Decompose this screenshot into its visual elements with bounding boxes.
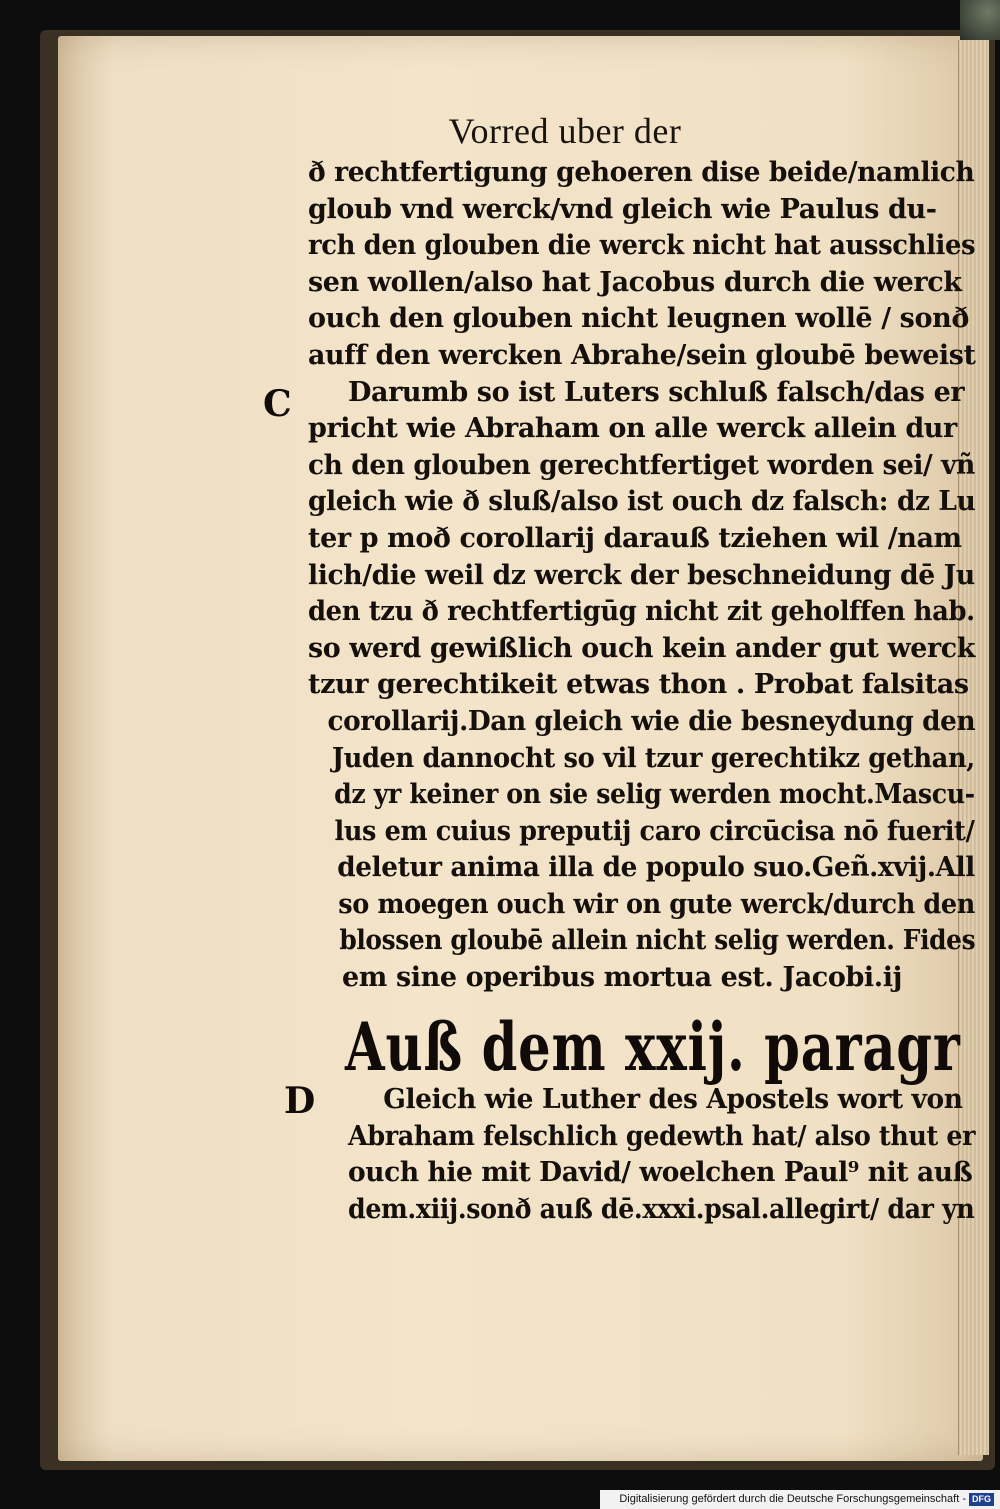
text-line: den tzu ð rechtfertigūg nicht zit geholffen hab. [308,596,975,628]
text-line: rch den glouben die werck nicht hat ausschlies [308,230,976,262]
section-heading: Auß dem xxij. paragr [345,1008,961,1086]
text-line: sen wollen/also hat Jacobus durch die werck [308,266,962,298]
text-line: Gleich wie Luther des Apostels wort von [383,1084,963,1115]
text-line: ouch hie mit David/ woelchen Paul⁹ nit auß [348,1157,973,1189]
text-line: lus em cuius preputij caro circūcisa nō fuerit/ [334,815,975,847]
text-line: ð rechtfertigung gehoeren dise beide/namlich [308,157,975,188]
text-line: em sine operibus mortua est. Jacobi.ij [342,962,903,994]
text-line: gloub vnd werck/vnd gleich wie Paulus du- [308,193,937,225]
text-line: corollarij.Dan gleich wie die besneydung den [327,705,976,737]
scanner-clip [960,0,1000,40]
text-line: Darumb so ist Luters schluß falsch/das er [348,376,965,408]
text-line: deletur anima illa de populo suo.Geñ.xvij.All [337,852,975,884]
text-line: pricht wie Abraham on alle werck allein dur [308,413,957,445]
text-line: gleich wie ð sluß/also ist ouch dz falsch: dz Lu [308,486,976,518]
text-line: Abraham felschlich gedewth hat/ also thut er [348,1120,976,1152]
text-line: auff den wercken Abrahe/sein gloubē beweist [308,339,976,371]
body-text-block-one [308,155,976,997]
text-line: dem.xiij.sonð auß dē.xxxi.psal.allegirt/ dar yn [348,1193,975,1225]
text-line: Juden dannocht so vil tzur gerechtikz gethan, [331,742,975,774]
text-line: ouch den glouben nicht leugnen wollē / sonð [308,303,969,335]
text-line: lich/die weil dz werck der beschneidung dē Ju [308,559,975,591]
paragraph-marker-d: D [284,1080,316,1122]
running-head: Vorred uber der [448,111,682,151]
dfg-logo: DFG [969,1493,994,1506]
text-line: so werd gewißlich ouch kein ander gut werck [308,632,975,664]
body-text-block-two [348,1082,988,1228]
text-line: so moegen ouch wir on gute werck/durch den [338,888,975,920]
credit-text: Digitalisierung gefördert durch die Deutsche Forschungsgemeinschaft - [619,1493,966,1505]
text-line: ter p moð corollarij darauß tziehen wil /nam [308,522,962,554]
text-line: blossen gloubē allein nicht selig werden. Fides [339,925,976,957]
paragraph-marker-c: C [263,383,292,425]
text-line: dz yr keiner on sie selig werden mocht.Mascu- [334,779,975,811]
text-line: ch den glouben gerechtfertiget worden sei/ vñ [308,449,975,481]
digitization-credit [600,1490,1000,1509]
text-line: tzur gerechtikeit etwas thon . Probat falsitas [308,669,969,701]
